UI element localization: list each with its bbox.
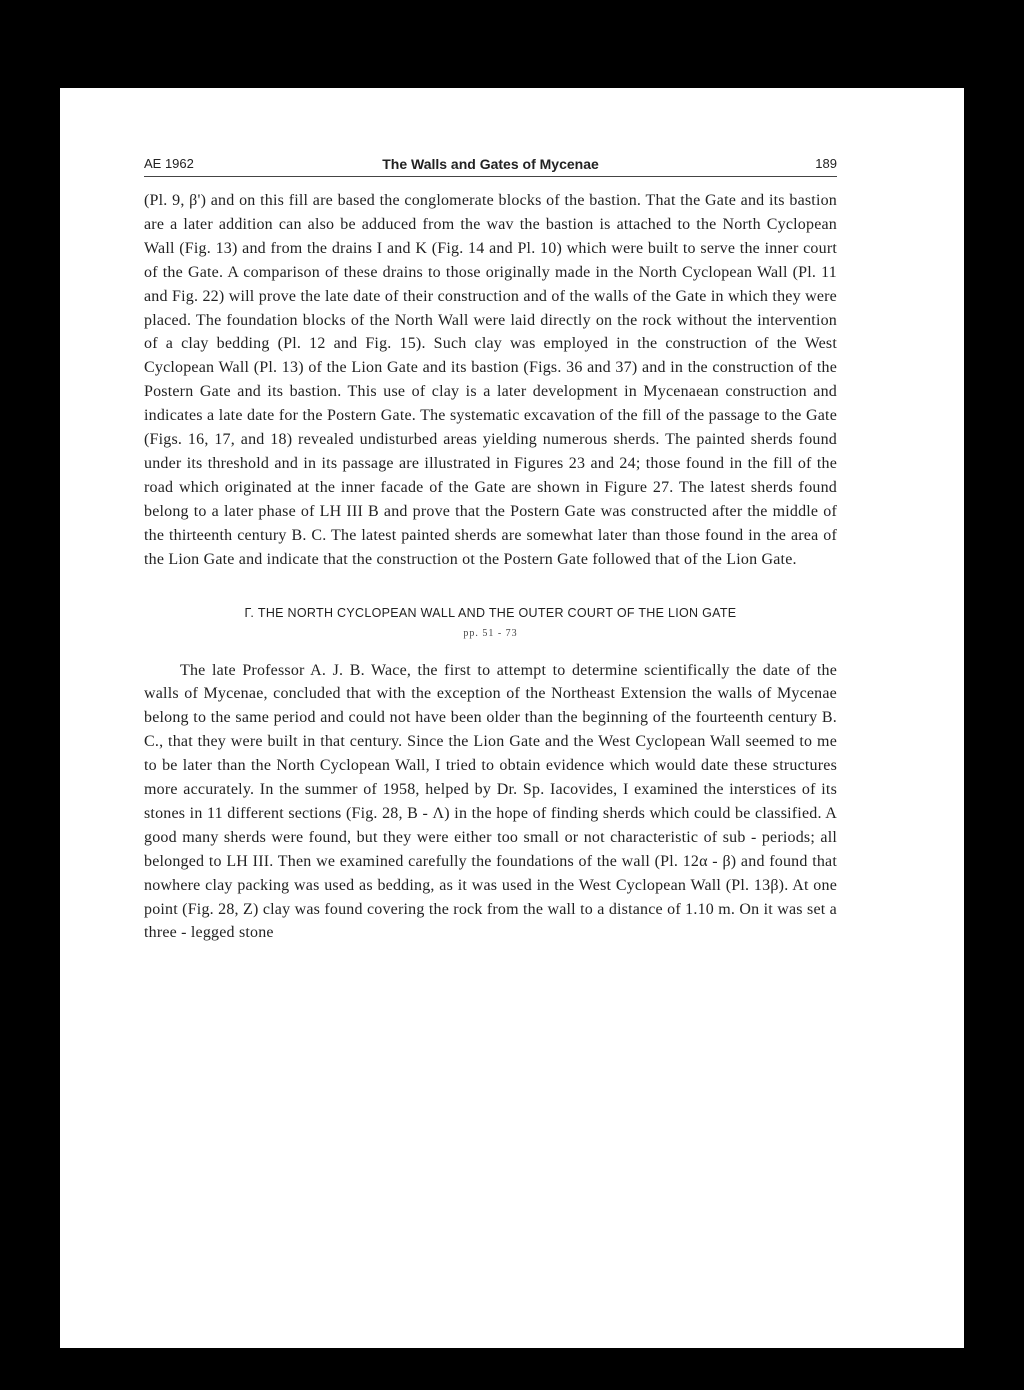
paragraph-wace: The late Professor A. J. B. Wace, the first to attempt to determine scientifically the date of the walls of Mycenae, concluded that with the exception of the Northeast Extension the walls of Mycenae belong to the same period and could not have been older than the beginning of the fourteenth century B. C., that they were built in that century. Since the Lion Gate and the West Cyclopean Wall seemed to me to be later than the North Cyclopean Wall, I tried to obtain evidence which would date these structures more accurately. In the summer of 1958, helped by Dr. Sp. Iacovides, I examined the interstices of its stones in 11 different sections (Fig. 28, B - Λ) in the hope of finding sherds which could be classified. A good many sherds were found, but they were either too small or not characteristic of sub - periods; all belonged to LH III. Then we examined carefully the foundations of the wall (Pl. 12α - β) and found that nowhere clay packing was used as bedding, as it was used in the West Cyclopean Wall (Pl. 13β). At one point (Fig. 28, Z) clay was found covering the rock from the wall to a distance of 1.10 m. On it was set a three - legged stone — [144, 661, 837, 942]
body-text — [144, 189, 837, 572]
section-page-reference: pp. 51 - 73 — [463, 627, 518, 639]
page-content — [144, 154, 837, 945]
document-page — [60, 88, 964, 1348]
running-title: The Walls and Gates of Mycenae — [382, 156, 599, 172]
page-number: 189 — [815, 156, 837, 171]
journal-reference: AE 1962 — [144, 156, 194, 171]
running-header — [144, 154, 837, 176]
paragraph-postern-gate: (Pl. 9, β') and on this fill are based the conglomerate blocks of the bastion. That the Gate and its bastion are a later addition can also be adduced from the wav the bastion is attached to the North Cyclopean Wall (Fig. 13) and from the drains I and K (Fig. 14 and Pl. 10) which were built to serve the inner court of the Gate. A comparison of these drains to those originally made in the North Cyclopean Wall (Pl. 11 and Fig. 22) will prove the late date of their construction and of the walls of the Gate in which they were placed. The foundation blocks of the North Wall were laid directly on the rock without the intervention of a clay bedding (Pl. 12 and Fig. 15). Such clay was employed in the construction of the West Cyclopean Wall (Pl. 13) of the Lion Gate and its bastion (Figs. 36 and 37) and in the construction of the Postern Gate and its bastion. This use of clay is a later development in Mycenaean construction and indicates a late date for the Postern Gate. The systematic excavation of the fill of the passage to the Gate (Figs. 16, 17, and 18) revealed undisturbed areas yielding numerous sherds. The painted sherds found under its threshold and in its passage are illustrated in Figures 23 and 24; those found in the fill of the road which originated at the inner facade of the Gate are shown in Figure 27. The latest sherds found belong to a later phase of LH III B and prove that the Postern Gate was constructed after the middle of the thirteenth century B. C. The latest painted sherds are somewhat later than those found in the area of the Lion Gate and indicate that the construction ot the Postern Gate followed that of the Lion Gate. — [144, 192, 837, 568]
body-text-section — [144, 659, 837, 946]
header-rule — [144, 176, 837, 177]
section-heading: Γ. THE NORTH CYCLOPEAN WALL AND THE OUTER COURT OF THE LION GATE — [244, 605, 737, 620]
